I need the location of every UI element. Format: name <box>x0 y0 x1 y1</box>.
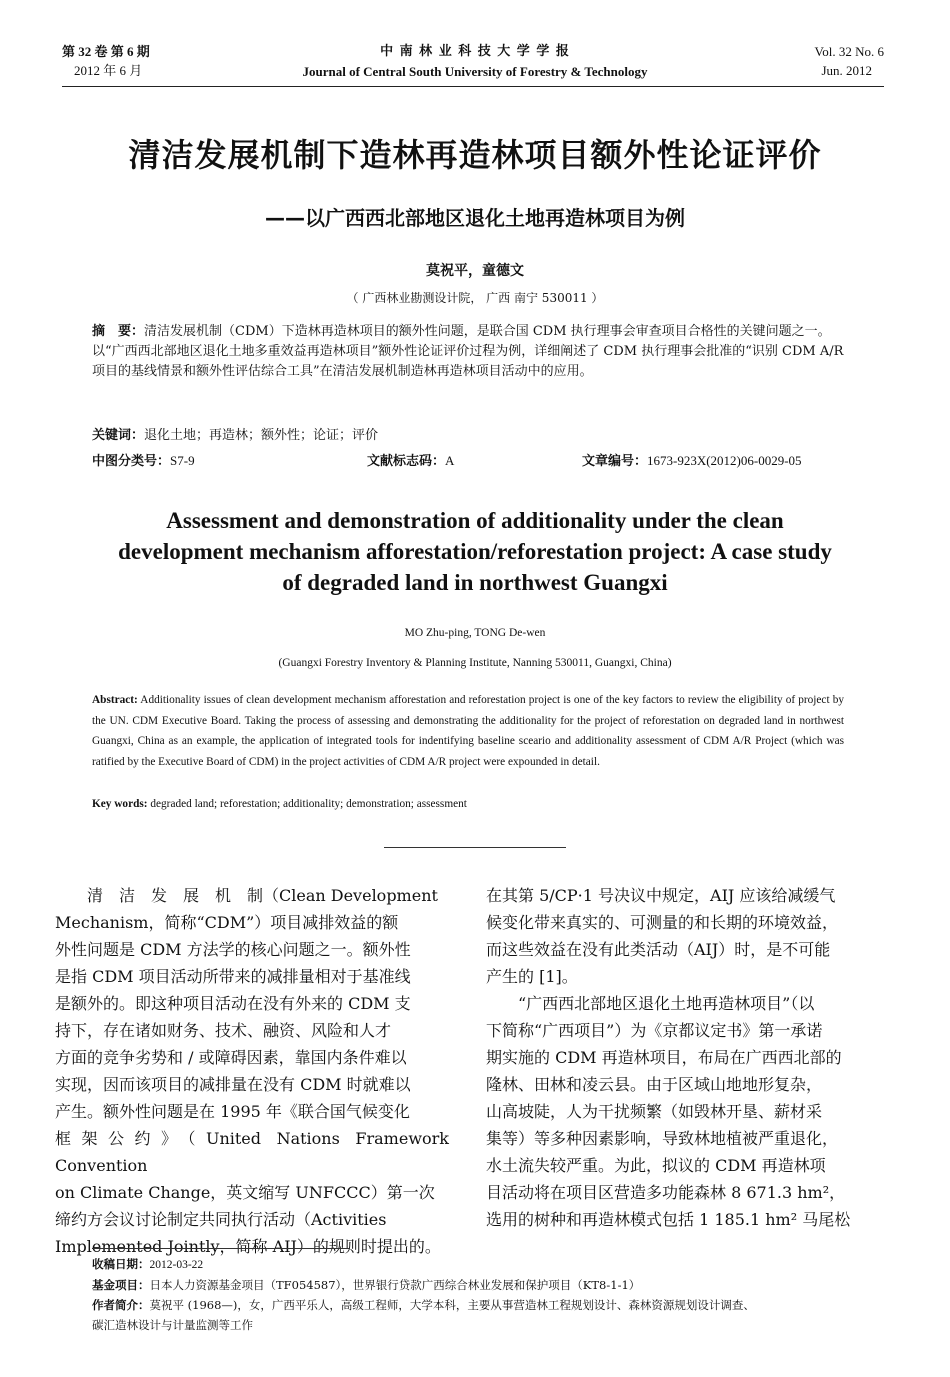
abstract-en <box>92 690 844 773</box>
authors-en: MO Zhu-ping, TONG De-wen <box>404 627 546 639</box>
body-line: 是指 CDM 项目活动所带来的减排量相对于基准线 <box>55 967 411 986</box>
body-line: 是额外的。即这种项目活动在没有外来的 CDM 支 <box>55 994 411 1013</box>
body-line: 隆林、田林和凌云县。由于区域山地地形复杂， <box>486 1075 823 1094</box>
body-line: 实现，因而该项目的减排量在没有 CDM 时就难以 <box>55 1075 411 1094</box>
abstract-zh-text: 清洁发展机制（CDM）下造林再造林项目的额外性问题，是联合国 CDM 执行理事会审查项目合格性的关键问题之一。以“广西西北部地区退化土地多重效益再造林项目”额外性论证评价过程为例，详细阐述了 CDM 执行理事会批准的“识别 CDM A/R 项目的基线情景和额外性评估综合工具”在清洁发展机制造林再造林项目活动中的应用。 <box>92 324 844 379</box>
keywords-zh-label: 关键词： <box>92 428 145 443</box>
body-line: “广西西北部地区退化土地再造林项目”（以 <box>486 994 815 1013</box>
affiliation-en: (Guangxi Forestry Inventory & Planning Institute, Nanning 530011, Guangxi, China) <box>278 657 672 669</box>
body-line: 框架公约》（United Nations Framework Convention <box>55 1129 449 1175</box>
doc-code-value: A <box>445 453 455 468</box>
body-line: 山高坡陡，人为干扰频繁（如毁林开垦、薪材采 <box>486 1102 823 1121</box>
classification-label: 中图分类号： <box>92 454 171 469</box>
body-line: 期实施的 CDM 再造林项目，布局在广西西北部的 <box>486 1048 842 1067</box>
article-number-value: 1673-923X(2012)06-0029-05 <box>647 453 802 468</box>
body-line: 候变化带来真实的、可测量的和长期的环境效益， <box>486 913 839 932</box>
article-number-zh <box>582 451 872 472</box>
body-line: on Climate Change，英文缩写 UNFCCC）第一次 <box>55 1183 435 1202</box>
abstract-en-text: Additionality issues of clean development mechanism afforestation and reforestation project is one of the key factors to review the eligibility of project by the UN. CDM Executive Board. Taking the process of assessing and demonstrating the additionality for the project of reforestation on degraded land in northwest Guangxi, China as an example, the application of integrated tools for indentifying baseline sceario and additionality assessment of CDM A/R Project (which was ratified by the Executive Board of CDM) in the project activities of CDM A/R project were expounded in detail. <box>92 694 844 769</box>
footnote-received <box>92 1254 882 1275</box>
keywords-zh <box>92 426 857 446</box>
header-date-en: Jun. 2012 <box>821 63 872 78</box>
header-date-zh: 2012 年 6 月 <box>74 63 143 78</box>
title-en-line: of degraded land in northwest Guangxi <box>282 570 668 595</box>
abstract-zh-label: 摘 要： <box>92 324 145 339</box>
body-line: 选用的树种和再造林模式包括 1 185.1 hm² 马尾松 <box>486 1210 851 1229</box>
fund-label: 基金项目： <box>92 1278 150 1292</box>
author-bio-line1: 莫祝平 (1968—)，女，广西平乐人，高级工程师，大学本科，主要从事营造林工程规划设计、森林资源规划设计调查、 <box>149 1298 755 1312</box>
header-journal-en: Journal of Central South University of Forestry & Technology <box>302 64 648 79</box>
doc-code-zh <box>367 451 567 472</box>
section-separator <box>384 847 566 848</box>
footnotes <box>92 1254 882 1335</box>
header-volume-zh: 第 32 卷 第 6 期 <box>62 44 150 59</box>
footnote-fund <box>92 1275 882 1295</box>
body-line: 下简称“广西项目”）为《京都议定书》第一承诺 <box>486 1021 823 1040</box>
header-rule <box>62 86 884 87</box>
body-line: 方面的竞争劣势和 / 或障碍因素，靠国内条件难以 <box>55 1048 407 1067</box>
header-journal-zh: 中 南 林 业 科 技 大 学 学 报 <box>380 44 570 59</box>
header-volume-en: Vol. 32 No. 6 <box>814 44 884 59</box>
footnote-rule <box>92 1248 350 1249</box>
body-line: 持下，存在诸如财务、技术、融资、风险和人才 <box>55 1021 392 1040</box>
body-line: 目活动将在项目区营造多功能森林 8 671.3 hm²， <box>486 1183 846 1202</box>
body-line: 外性问题是 CDM 方法学的核心问题之一。额外性 <box>55 940 411 959</box>
body-line: Implemented Jointly，简称 AIJ）的规则时提出的。 <box>55 1237 441 1256</box>
body-line: 产生。额外性问题是在 1995 年《联合国气候变化 <box>55 1102 410 1121</box>
fund-text: 日本人力资源基金项目（TF054587），世界银行贷款广西综合林业发展和保护项目（KT8-1-1） <box>149 1278 641 1292</box>
body-line: 缔约方会议讨论制定共同执行活动（Activities <box>55 1210 387 1229</box>
title-en-line: development mechanism afforestation/reforestation project: A case study <box>118 539 832 564</box>
abstract-zh <box>92 322 857 382</box>
body-line: 集等）等多种因素影响，导致林地植被严重退化， <box>486 1129 839 1148</box>
body-line: Mechanism，简称“CDM”）项目减排效益的额 <box>55 913 399 932</box>
title-en <box>30 505 920 598</box>
body-line: 产生的 [1]。 <box>486 967 578 986</box>
title-en-line: Assessment and demonstration of additionality under the clean <box>166 508 784 533</box>
body-line: 在其第 5/CP·1 号决议中规定，AIJ 应该给减缓气 <box>486 886 836 905</box>
authors-zh: 莫祝平，童德文 <box>426 263 524 279</box>
footnote-author <box>92 1295 882 1315</box>
classification-zh <box>92 451 352 472</box>
article-number-label: 文章编号： <box>582 454 648 469</box>
body-line: 清 洁 发 展 机 制（Clean Development <box>87 886 438 905</box>
keywords-en <box>92 794 844 815</box>
body-line: 而这些效益在没有此类活动（AIJ）时，是不可能 <box>486 940 831 959</box>
subtitle-zh: ——以广西西北部地区退化土地再造林项目为例 <box>265 206 685 230</box>
body-line: 水土流失较严重。为此，拟议的 CDM 再造林项 <box>486 1156 826 1175</box>
doc-code-label: 文献标志码： <box>367 454 446 469</box>
keywords-zh-value: 退化土地；再造林；额外性；论证；评价 <box>144 428 379 443</box>
author-bio-label: 作者简介： <box>92 1298 150 1312</box>
affiliation-zh: （ 广西林业勘测设计院， 广西 南宁 530011 ） <box>346 291 604 305</box>
classification-value: S7-9 <box>170 453 195 468</box>
keywords-en-label: Key words: <box>92 798 148 810</box>
body-column-right <box>486 882 884 1233</box>
title-zh: 清洁发展机制下造林再造林项目额外性论证评价 <box>128 136 822 174</box>
received-label: 收稿日期： <box>92 1257 150 1271</box>
received-date: 2012-03-22 <box>149 1259 204 1271</box>
footnote-author-cont: 碳汇造林设计与计量监测等工作 <box>92 1318 253 1332</box>
keywords-en-value: degraded land; reforestation; additionality; demonstration; assessment <box>150 798 467 810</box>
abstract-en-label: Abstract: <box>92 694 138 706</box>
body-column-left <box>55 882 449 1260</box>
